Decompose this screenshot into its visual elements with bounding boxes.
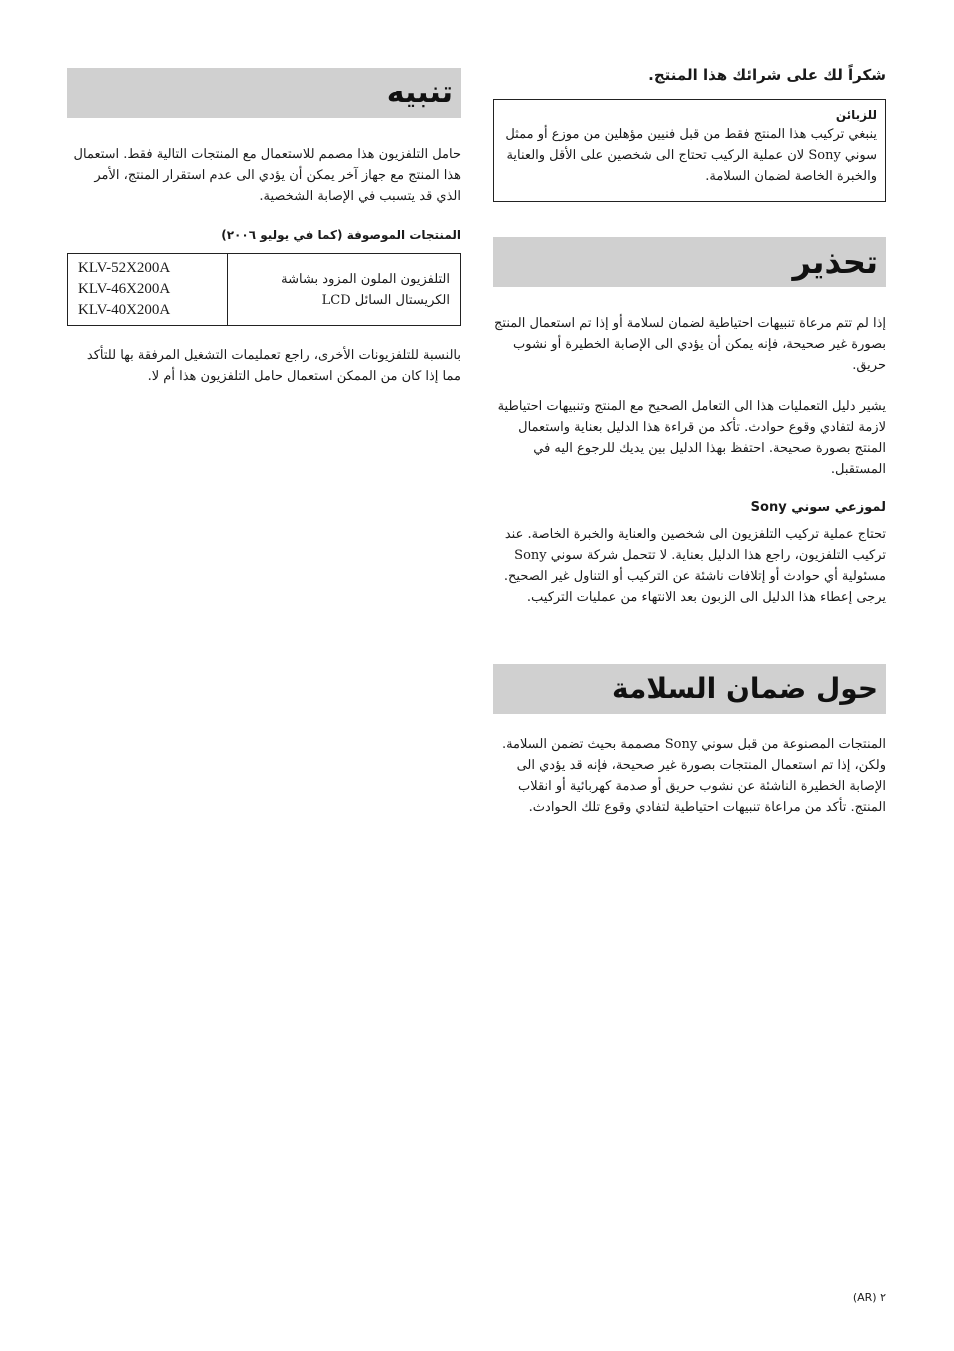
customers-box xyxy=(493,99,886,202)
caution-banner xyxy=(67,68,461,118)
caution-paragraph: حامل التلفزيون هذا مصمم للاستعمال مع المنتجات التالية فقط. استعمال هذا المنتج مع جهاز آخر يمكن أن يؤدي الى عدم استقرار المنتج، الأمر الذي قد يتسبب في الإصابة الشخصية. xyxy=(73,147,461,204)
dealers-paragraph: تحتاج عملية تركيب التلفزيون الى شخصين والعناية والخبرة الخاصة. عند تركيب التلفزيون، راجع هذا الدليل بعناية. لا تتحمل شركة سوني Sony مسئولية أي حوادث أو إتلافات ناشئة عن التركيب أو التناول غير الصحيح. يرجى إعطاء هذا الدليل الى الزبون بعد الانتهاء من عمليات التركيب. xyxy=(503,527,886,605)
dealers-heading: لموزعي سوني Sony xyxy=(750,500,886,515)
safety-banner xyxy=(493,664,886,714)
product-description: التلفزيون الملون المزود بشاشة الكريستال السائل LCD xyxy=(281,271,450,308)
products-heading: المنتجات الموصوفة (كما في يوليو ٢٠٠٦) xyxy=(221,228,461,242)
products-table xyxy=(67,253,461,326)
warning-paragraph-2: يشير دليل التعمليات هذا الى التعامل الصحيح مع المنتج وتنبيهات احتياطية لازمة لتفادي وقوع حوادث. تأكد من قراءة هذا الدليل بعناية واستعمال المنتج بصورة صحيحة. احتفظ بهذا الدليل بين يديك للرجوع اليه في المستقبل. xyxy=(497,399,886,477)
customers-box-title: للزبائن xyxy=(835,108,877,122)
customers-box-text: ينبغي تركيب هذا المنتج فقط من قبل فنيين مؤهلين من موزع أو ممثل سوني Sony لان عملية الركيب تحتاج الى شخصين على الأقل والعناية والخبرة الخاصة لضمان السلامة. xyxy=(505,127,877,184)
model-number: KLV-46X200A xyxy=(78,281,171,297)
safety-title: حول ضمان السلامة xyxy=(612,672,878,705)
thanks-heading: شكراً لك على شرائك هذا المنتج. xyxy=(648,66,886,84)
model-number: KLV-40X200A xyxy=(78,302,171,318)
warning-paragraph-1: إذا لم تتم مرعاة تنبيهات احتياطية لضمان لسلامة أو إذا تم استعمال المنتج بصورة غير صحيحة، فإنه يمكن أن يؤدي الى الإصابة الخطيرة أو نشوب حريق. xyxy=(494,316,886,373)
product-models-cell xyxy=(68,254,228,326)
warning-banner xyxy=(493,237,886,287)
caution-title: تنبيه xyxy=(386,75,453,110)
model-number: KLV-52X200A xyxy=(78,260,171,276)
table-row xyxy=(68,254,461,326)
page-number: ٢ (AR) xyxy=(852,1291,886,1304)
other-tv-paragraph: بالنسبة للتلفزيونات الأخرى، راجع تعمليمات التشغيل المرفقة بها للتأكد مما إذا كان من الممكن استعمال حامل التلفزيون هذا أم لا. xyxy=(86,348,461,384)
warning-title: تحذير xyxy=(792,243,878,281)
safety-paragraph: المنتجات المصنوعة من قبل سوني Sony مصممة بحيث تضمن السلامة. ولكن، إذا تم استعمال المنتجات بصورة غير صحيحة، فإنه قد يؤدي الى الإصابة الخطيرة الناشئة عن نشوب حريق أو صدمة كهربائية أو انقلاب المنتج. تأكد من مراعاة تنبيهات احتياطية لتفادي وقوع تلك الحوادث. xyxy=(501,737,886,815)
product-description-cell xyxy=(228,254,461,326)
